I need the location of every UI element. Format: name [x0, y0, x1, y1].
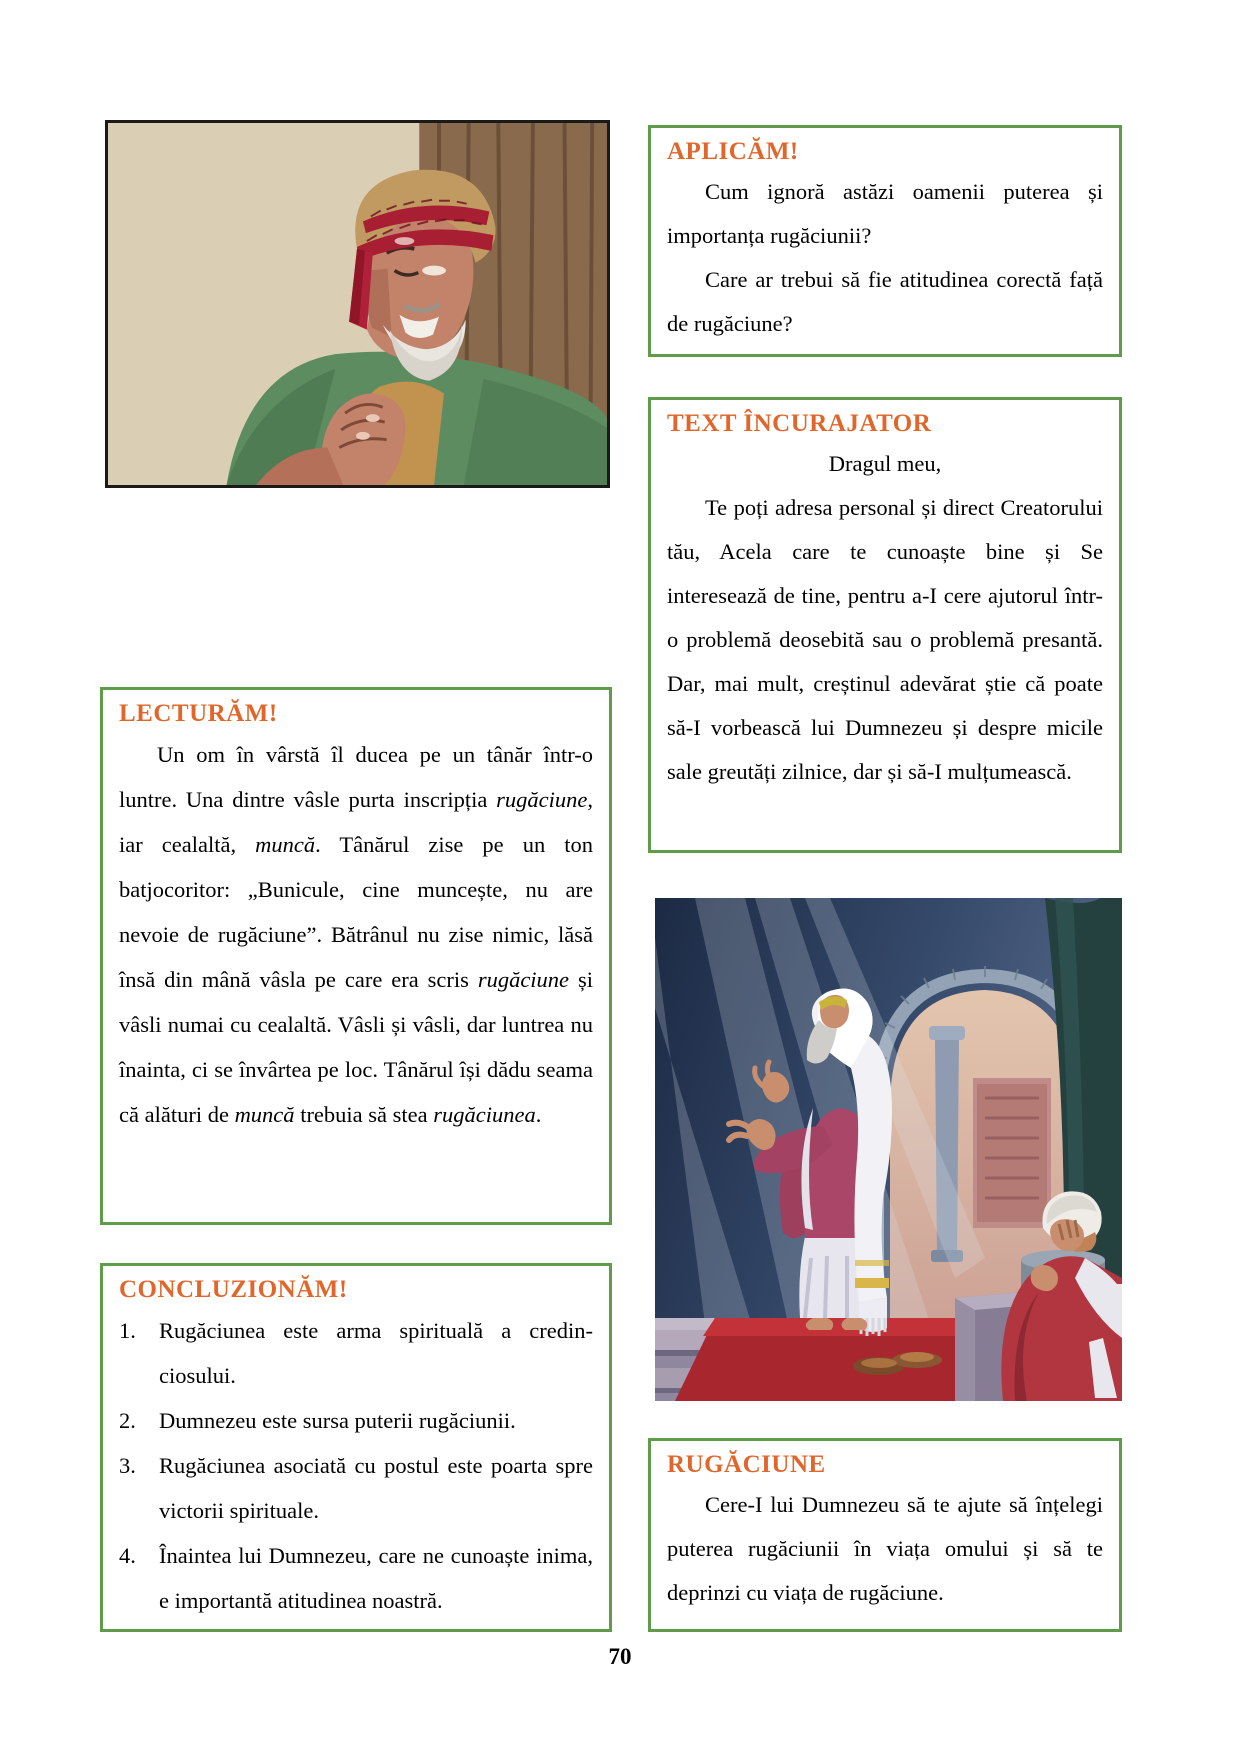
- conclusion-item: [119, 1533, 593, 1623]
- text-incurajator-title: TEXT ÎNCURAJATOR: [667, 410, 932, 437]
- conclusion-text: Rugăciunea este arma spirituală a credinciosului.: [159, 1318, 593, 1388]
- text-incurajator-body: Te poți adresa personal și direct Creatorului tău, Acela care te cunoaște bine și Se interesează de tine, pentru a-I cere ajutorul într-o problemă deosebită sau o problemă presantă. Dar, mai mult, creștinul adevărat știe că poate să-I vorbească lui Dumnezeu și despre micile sale greutăți zilnice, dar și să-I mulțumească.: [667, 495, 1103, 784]
- conclusion-item: [119, 1398, 593, 1443]
- aplicam-paragraph-2: Care ar trebui să fie atitudinea corectă față de rugăciune?: [667, 267, 1103, 336]
- page-number: 70: [608, 1644, 632, 1669]
- aplicam-title: APLICĂM!: [667, 138, 799, 165]
- temple-prayer-illustration: [655, 898, 1122, 1401]
- salutation-line: Dragul meu,: [828, 451, 942, 476]
- conclusion-text: Dumnezeu este sursa puterii rugăciunii.: [159, 1408, 516, 1433]
- praying-man-art: [108, 123, 607, 485]
- conclusion-number: 2.: [119, 1408, 136, 1433]
- rugaciune-box: [648, 1438, 1122, 1632]
- text-incurajator-box: [648, 397, 1122, 853]
- conclusions-list: [119, 1308, 593, 1623]
- rugaciune-title: RUGĂCIUNE: [667, 1451, 826, 1478]
- conclusion-text: Înaintea lui Dumnezeu, care ne cunoaște inima, e importantă atitudinea noastră.: [159, 1543, 593, 1613]
- conclusion-number: 3.: [119, 1453, 136, 1478]
- rugaciune-body: Cere-I lui Dumnezeu să te ajute să înțelegi puterea rugăciunii în viața omului și să te deprinzi cu viața de rugăciune.: [667, 1492, 1103, 1605]
- lecturam-title: LECTURĂM!: [119, 700, 278, 727]
- conclusion-text: Rugăciunea asociată cu postul este poarta spre victorii spirituale.: [159, 1453, 593, 1523]
- conclusion-number: 1.: [119, 1318, 136, 1343]
- lecturam-story: Un om în vârstă îl ducea pe un tânăr într-o luntre. Una dintre vâsle purta inscripția rugăciune, iar cealaltă, muncă. Tânărul zise pe un ton batjocoritor: „Bunicule, cine muncește, nu are nevoie de rugăciune”. Bătrânul nu zise nimic, lăsă însă din mână vâsla pe care era scris rugăciune și vâsli numai cu cealaltă. Vâsli și vâsli, dar luntrea nu înainta, ci se învârtea pe loc. Tânărul își dădu seama că alături de muncă trebuia să stea rugăciunea.: [119, 742, 594, 1127]
- concluzionam-title: CONCLUZIONĂM!: [119, 1276, 348, 1303]
- conclusion-item: [119, 1308, 593, 1398]
- conclusion-number: 4.: [119, 1543, 136, 1568]
- aplicam-box: [648, 125, 1122, 357]
- temple-prayer-art: [655, 898, 1122, 1401]
- lecturam-box: [100, 687, 612, 1225]
- praying-man-illustration: [105, 120, 610, 488]
- aplicam-paragraph-1: Cum ignoră astăzi oamenii puterea și importanța rugăciunii?: [667, 179, 1103, 248]
- conclusion-item: [119, 1443, 593, 1533]
- concluzionam-box: [100, 1263, 612, 1632]
